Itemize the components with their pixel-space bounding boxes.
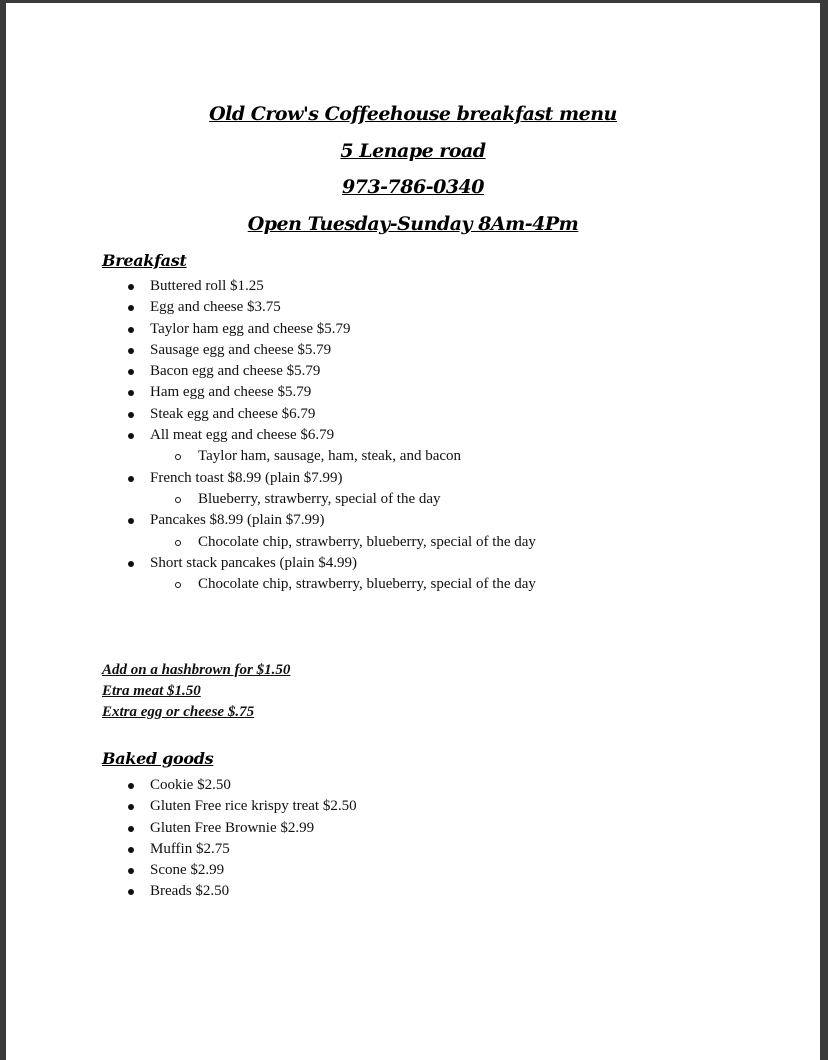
addon-hashbrown: Add on a hashbrown for $1.50 bbox=[102, 662, 291, 678]
baked-goods-heading: Baked goods bbox=[102, 749, 214, 768]
menu-item: Bacon egg and cheese $5.79 bbox=[102, 361, 536, 382]
menu-title: Old Crow's Coffeehouse breakfast menu bbox=[209, 103, 617, 125]
baked-item: Gluten Free rice krispy treat $2.50 bbox=[102, 796, 357, 817]
menu-item: French toast $8.99 (plain $7.99) bbox=[102, 468, 536, 489]
menu-item: Ham egg and cheese $5.79 bbox=[102, 382, 536, 403]
baked-item: Gluten Free Brownie $2.99 bbox=[102, 818, 357, 839]
document-page bbox=[6, 3, 820, 1060]
menu-item: Egg and cheese $3.75 bbox=[102, 297, 536, 318]
menu-item: Pancakes $8.99 (plain $7.99) bbox=[102, 510, 536, 531]
menu-subitem: Chocolate chip, strawberry, blueberry, special of the day bbox=[102, 574, 536, 595]
address-line: 5 Lenape road bbox=[340, 140, 486, 162]
baked-item: Muffin $2.75 bbox=[102, 839, 357, 860]
baked-item: Breads $2.50 bbox=[102, 881, 357, 902]
baked-item: Scone $2.99 bbox=[102, 860, 357, 881]
menu-subitem: Taylor ham, sausage, ham, steak, and bacon bbox=[102, 446, 536, 467]
phone-line: 973-786-0340 bbox=[342, 176, 484, 198]
menu-item: Sausage egg and cheese $5.79 bbox=[102, 340, 536, 361]
hours-line: Open Tuesday-Sunday 8Am-4Pm bbox=[247, 213, 579, 235]
menu-subitem: Blueberry, strawberry, special of the day bbox=[102, 489, 536, 510]
addon-extra-meat: Etra meat $1.50 bbox=[102, 683, 201, 699]
baked-goods-list bbox=[102, 775, 357, 903]
addon-extra-egg-cheese: Extra egg or cheese $.75 bbox=[102, 704, 255, 720]
menu-item: All meat egg and cheese $6.79 bbox=[102, 425, 536, 446]
menu-item: Buttered roll $1.25 bbox=[102, 276, 536, 297]
baked-item: Cookie $2.50 bbox=[102, 775, 357, 796]
breakfast-heading: Breakfast bbox=[102, 251, 187, 270]
breakfast-list bbox=[102, 276, 536, 595]
menu-item: Short stack pancakes (plain $4.99) bbox=[102, 553, 536, 574]
menu-item: Steak egg and cheese $6.79 bbox=[102, 404, 536, 425]
menu-item: Taylor ham egg and cheese $5.79 bbox=[102, 319, 536, 340]
menu-subitem: Chocolate chip, strawberry, blueberry, special of the day bbox=[102, 532, 536, 553]
